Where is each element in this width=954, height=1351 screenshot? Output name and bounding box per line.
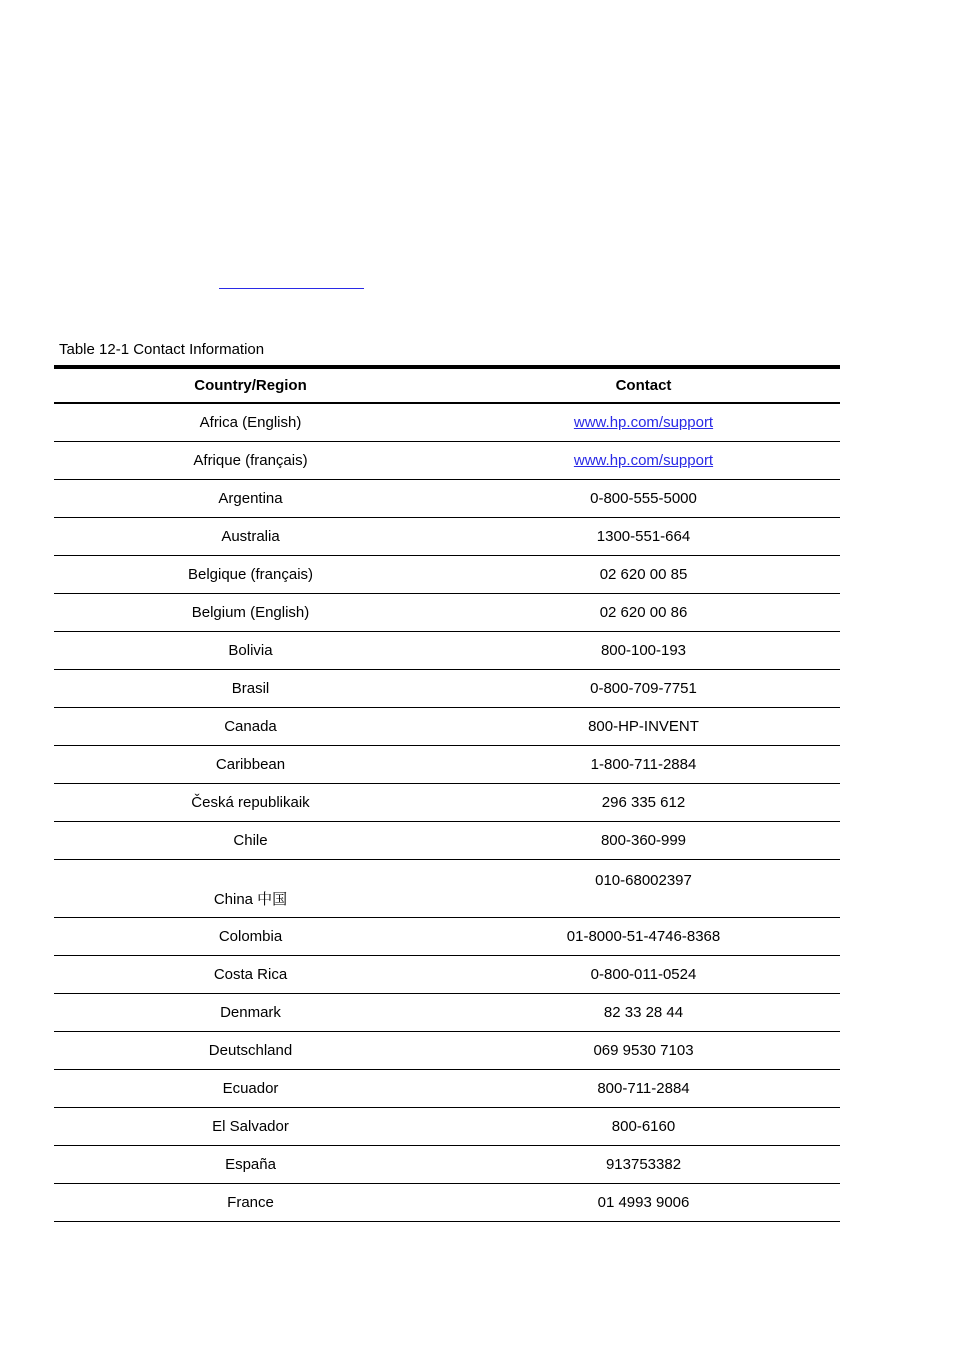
table-row — [54, 403, 840, 442]
country-cell: Costa Rica — [54, 956, 447, 994]
table-row — [54, 518, 840, 556]
country-cell: France — [54, 1184, 447, 1222]
country-cell: Afrique (français) — [54, 442, 447, 480]
column-header-country: Country/Region — [54, 367, 447, 403]
contact-cell: 0-800-709-7751 — [447, 670, 840, 708]
table-row — [54, 1184, 840, 1222]
country-cell: Caribbean — [54, 746, 447, 784]
country-cell: Brasil — [54, 670, 447, 708]
table-row — [54, 1032, 840, 1070]
contact-cell: 01 4993 9006 — [447, 1184, 840, 1222]
support-link[interactable]: www.hp.com/support — [573, 452, 714, 469]
table-row — [54, 784, 840, 822]
country-cell: China 中国 — [54, 860, 447, 918]
table-row — [54, 442, 840, 480]
contact-cell: 800-6160 — [447, 1108, 840, 1146]
support-link[interactable]: www.hp.com/support — [573, 414, 714, 431]
contact-cell: 010-68002397 — [447, 860, 840, 918]
table-header-row — [54, 367, 840, 403]
table-row — [54, 1070, 840, 1108]
table-row — [54, 670, 840, 708]
country-cell: Bolivia — [54, 632, 447, 670]
contact-cell: 800-711-2884 — [447, 1070, 840, 1108]
contact-cell: 296 335 612 — [447, 784, 840, 822]
contact-cell: 0-800-011-0524 — [447, 956, 840, 994]
country-cell: Česká republikaik — [54, 784, 447, 822]
table-row — [54, 956, 840, 994]
table-row — [54, 708, 840, 746]
contact-cell — [447, 442, 840, 480]
country-cell: Colombia — [54, 918, 447, 956]
contact-cell — [447, 403, 840, 442]
country-cell: Belgique (français) — [54, 556, 447, 594]
contact-cell: 1-800-711-2884 — [447, 746, 840, 784]
contact-cell: 913753382 — [447, 1146, 840, 1184]
country-cell: Argentina — [54, 480, 447, 518]
hyperlink-underline[interactable] — [219, 288, 364, 289]
column-header-contact: Contact — [447, 367, 840, 403]
contact-cell: 800-HP-INVENT — [447, 708, 840, 746]
country-cell: Ecuador — [54, 1070, 447, 1108]
table-row — [54, 994, 840, 1032]
table-caption: Table 12-1 Contact Information — [59, 341, 265, 358]
table-row — [54, 1146, 840, 1184]
table-row — [54, 632, 840, 670]
country-cell: Chile — [54, 822, 447, 860]
country-cell: Deutschland — [54, 1032, 447, 1070]
table-row — [54, 746, 840, 784]
table-row — [54, 594, 840, 632]
table-row — [54, 860, 840, 918]
country-cell: Denmark — [54, 994, 447, 1032]
contact-cell: 069 9530 7103 — [447, 1032, 840, 1070]
table-body — [54, 403, 840, 1222]
contact-cell: 1300-551-664 — [447, 518, 840, 556]
country-cell: Australia — [54, 518, 447, 556]
country-cell: Belgium (English) — [54, 594, 447, 632]
country-cell: Canada — [54, 708, 447, 746]
country-cell: España — [54, 1146, 447, 1184]
contact-cell: 82 33 28 44 — [447, 994, 840, 1032]
country-cell: Africa (English) — [54, 403, 447, 442]
contact-cell: 02 620 00 85 — [447, 556, 840, 594]
contact-table — [54, 365, 840, 1222]
contact-cell: 02 620 00 86 — [447, 594, 840, 632]
contact-cell: 800-360-999 — [447, 822, 840, 860]
table-row — [54, 556, 840, 594]
country-cell: El Salvador — [54, 1108, 447, 1146]
table-row — [54, 918, 840, 956]
table-row — [54, 480, 840, 518]
table-row — [54, 1108, 840, 1146]
contact-cell: 800-100-193 — [447, 632, 840, 670]
contact-cell: 01-8000-51-4746-8368 — [447, 918, 840, 956]
contact-cell: 0-800-555-5000 — [447, 480, 840, 518]
table-row — [54, 822, 840, 860]
